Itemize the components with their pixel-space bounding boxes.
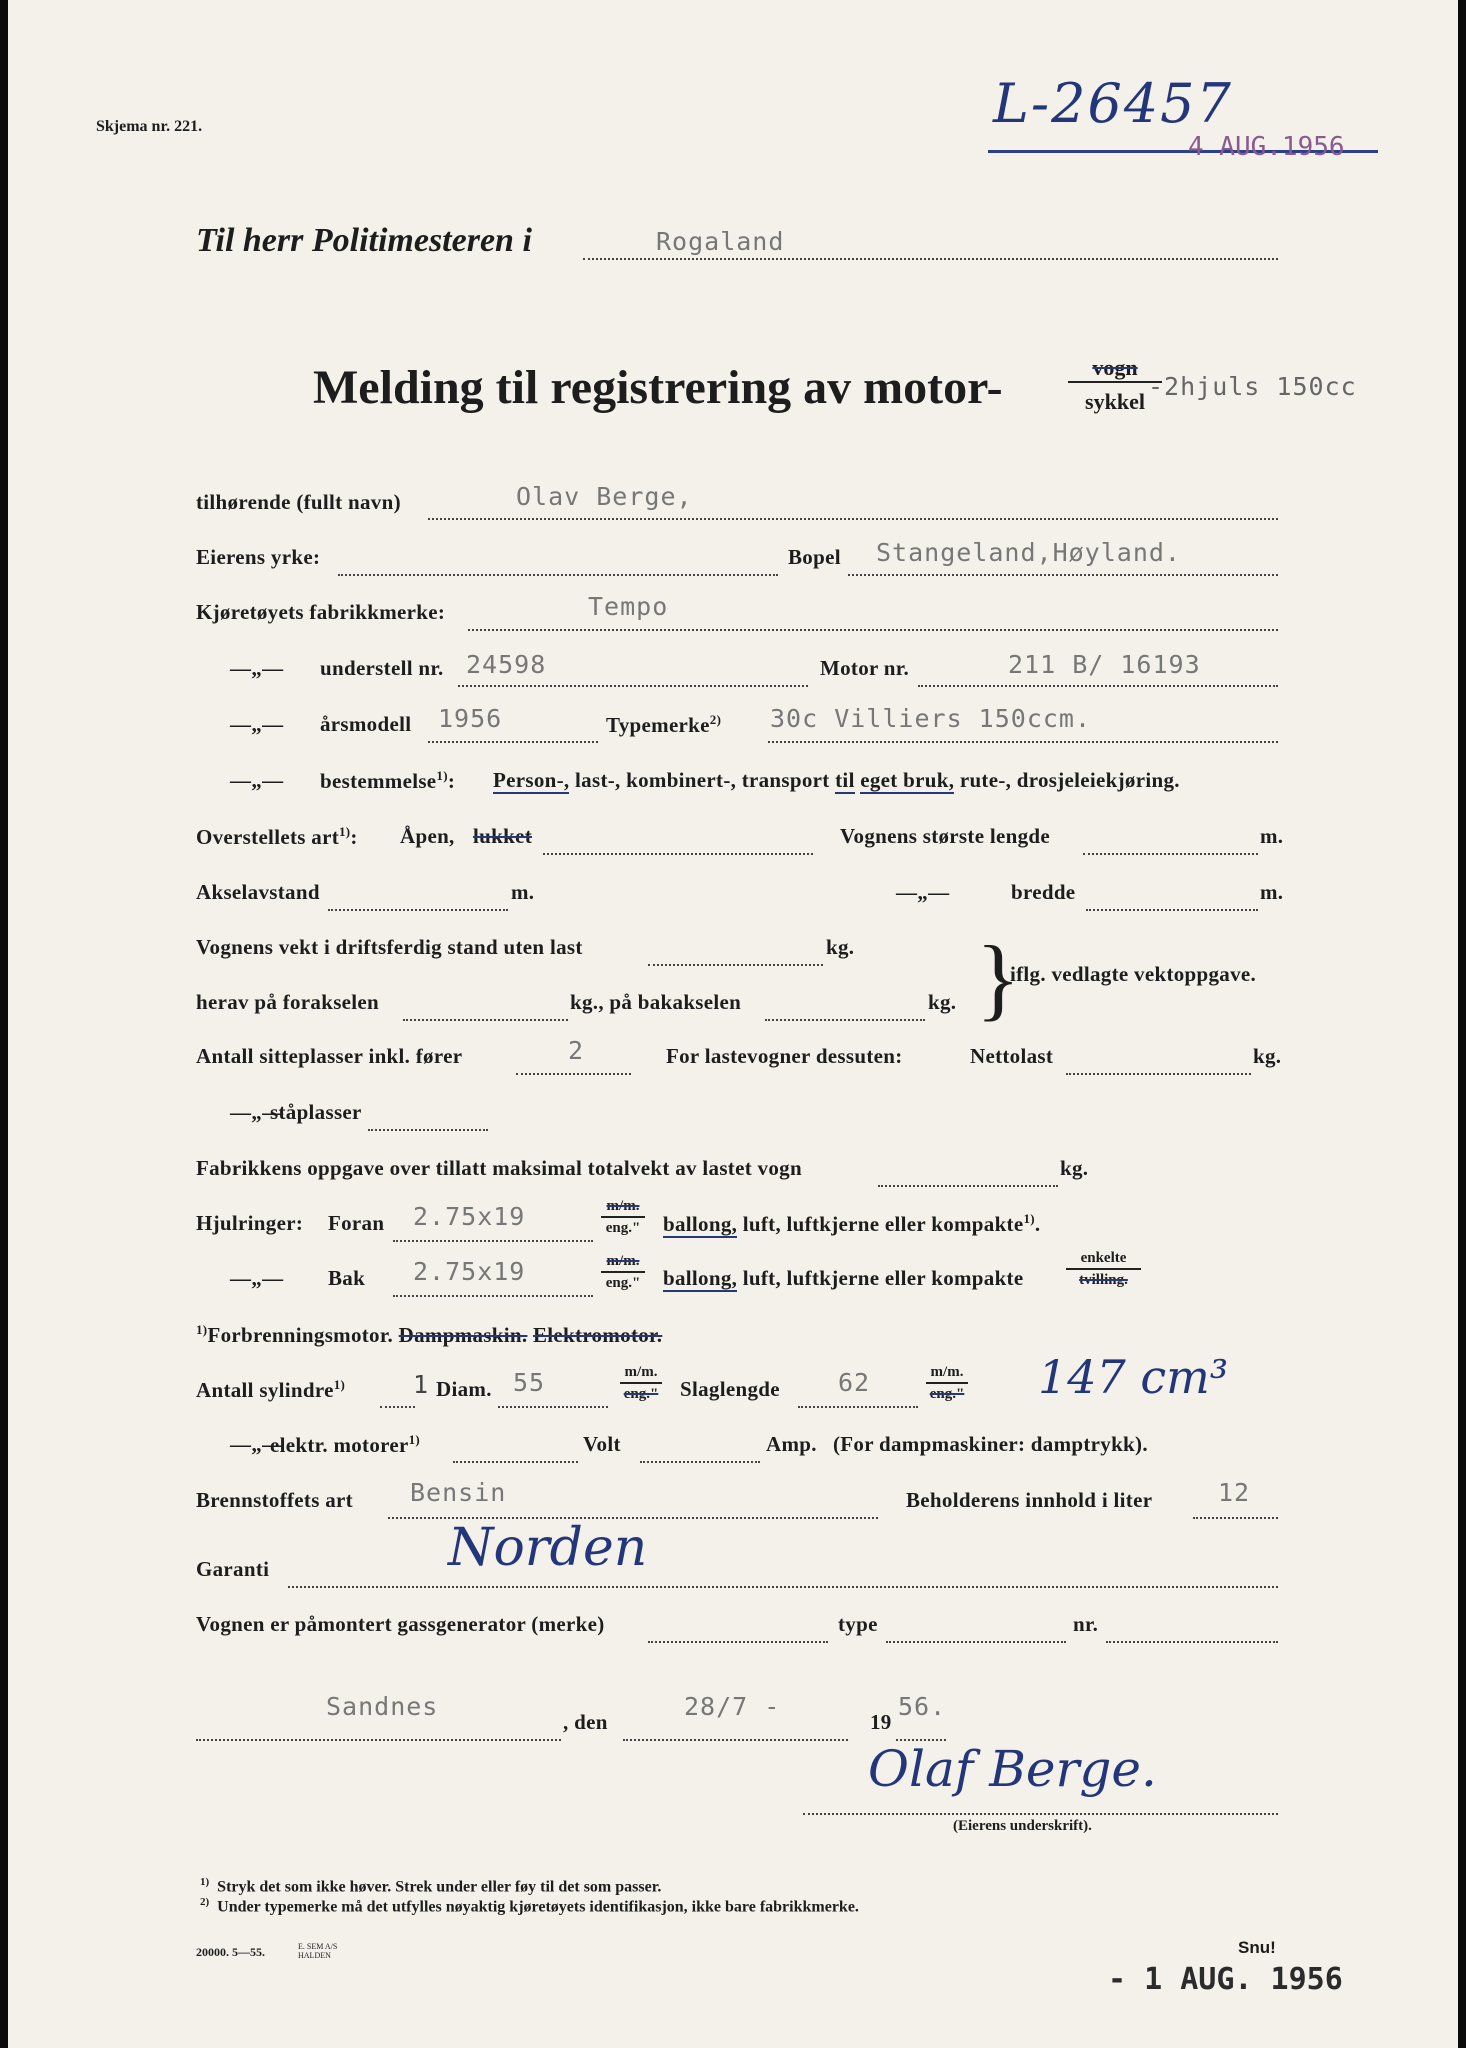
guarantee-line bbox=[288, 1560, 1278, 1588]
ditto-mark: —„— bbox=[230, 656, 284, 680]
cylinders-value: 1 bbox=[413, 1370, 430, 1399]
standing-label: ståplasser bbox=[270, 1100, 362, 1124]
footnote-1-text: Stryk det som ikke høver. Strek under eller føy til det som passer. bbox=[217, 1878, 662, 1896]
turn-over-note: Snu! bbox=[1238, 1938, 1276, 1957]
brace-symbol: } bbox=[976, 927, 1021, 1029]
type-value: 30c Villiers 150ccm. bbox=[770, 704, 1092, 733]
stroke-unit bbox=[926, 1362, 968, 1404]
front-axle-line bbox=[403, 993, 568, 1021]
date-value: 28/7 - bbox=[684, 1692, 781, 1721]
volt-label: Volt bbox=[583, 1432, 621, 1456]
cargo-label: For lastevogner dessuten: bbox=[666, 1044, 903, 1068]
owner-label: tilhørende (fullt navn) bbox=[196, 490, 401, 514]
electric-motors-label-text: elektr. motorer bbox=[270, 1433, 409, 1457]
gas-type-line bbox=[886, 1615, 1066, 1643]
tank-label: Beholderens innhold i liter bbox=[906, 1488, 1153, 1512]
body-closed: lukket bbox=[473, 824, 532, 848]
body-label-text: Overstellets art bbox=[196, 825, 339, 849]
purpose-person: Person-, bbox=[493, 768, 570, 792]
footnote-2-text: Under typemerke må det utfylles nøyaktig kjøretøyets identifikasjon, ikke bare fabrikkmerke. bbox=[217, 1898, 859, 1916]
chassis-label: understell nr. bbox=[320, 656, 444, 680]
rear-label: Bak bbox=[328, 1266, 366, 1290]
engine-kind-steam: Dampmaskin. bbox=[398, 1323, 528, 1347]
max-weight-line bbox=[878, 1159, 1058, 1187]
rear-tire-balloon: ballong, bbox=[663, 1266, 738, 1290]
title-fraction-top: vogn bbox=[1068, 355, 1162, 383]
stroke-unit-top: m/m. bbox=[926, 1362, 968, 1384]
year-label: årsmodell bbox=[320, 712, 412, 736]
purpose-route: rute-, drosjeleiekjøring. bbox=[959, 768, 1180, 792]
gas-nr-line bbox=[1106, 1615, 1278, 1643]
rear-tire-unit-bottom: eng." bbox=[605, 1275, 641, 1291]
footnote-2: $^{2)}$ Under typemerke må det utfylles nøyaktig kjøretøyets identifikasjon, ikke bare fabrikkmerke. bbox=[200, 1896, 859, 1916]
front-tire-other: luft, luftkjerne eller kompakte bbox=[742, 1212, 1024, 1236]
date-label: , den bbox=[563, 1710, 608, 1734]
front-label: Foran bbox=[328, 1211, 385, 1235]
diameter-unit-top: m/m. bbox=[620, 1362, 662, 1384]
ditto-mark: —„— bbox=[230, 1432, 284, 1456]
chassis-value: 24598 bbox=[466, 650, 547, 679]
electric-motors-label: elektr. motorer$^{1)}$ bbox=[270, 1432, 421, 1457]
front-tire-unit-top: m/m. bbox=[601, 1196, 645, 1218]
signature-label: (Eierens underskrift). bbox=[953, 1818, 1092, 1834]
rear-axle-line bbox=[765, 993, 925, 1021]
engine-kind: $^{1)}$Forbrenningsmotor. Dampmaskin. Elektromotor. bbox=[196, 1322, 663, 1347]
purpose-own-use: eget bruk, bbox=[860, 768, 955, 792]
purpose-til: til bbox=[835, 768, 855, 792]
printer-name: E. SEM A/S HALDEN bbox=[298, 1942, 338, 1960]
max-weight-unit: kg. bbox=[1060, 1156, 1089, 1180]
displacement-handwritten: 147 cm³ bbox=[1038, 1350, 1229, 1404]
make-value: Tempo bbox=[588, 592, 669, 621]
footnote-1: $^{1)}$ Stryk det som ikke høver. Strek under eller føy til det som passer. bbox=[200, 1876, 662, 1896]
stroke-unit-bottom: eng." bbox=[929, 1386, 965, 1402]
purpose-label-text: bestemmelse bbox=[320, 769, 437, 793]
volt-line bbox=[640, 1435, 760, 1463]
rear-tire-type bbox=[663, 1266, 1023, 1291]
rear-tire-unit bbox=[601, 1251, 645, 1293]
rear-axle-label: kg., på bakakselen bbox=[570, 990, 742, 1014]
standing-line bbox=[368, 1103, 488, 1131]
diameter-value: 55 bbox=[513, 1368, 546, 1397]
wheelbase-line bbox=[328, 883, 508, 911]
engine-kind-electric: Elektromotor. bbox=[532, 1323, 663, 1347]
net-load-unit: kg. bbox=[1253, 1044, 1282, 1068]
net-load-line bbox=[1066, 1047, 1251, 1075]
reference-number: L-26457 bbox=[993, 72, 1233, 135]
rear-tire-mount bbox=[1066, 1248, 1141, 1290]
title-typed-addition: -2hjuls 150cc bbox=[1148, 372, 1357, 401]
cylinders-label-text: Antall sylindre bbox=[196, 1378, 334, 1402]
gas-generator-label: Vognen er påmontert gassgenerator (merke) bbox=[196, 1612, 605, 1636]
front-tire-unit-bottom: eng." bbox=[605, 1220, 641, 1236]
gas-nr-label: nr. bbox=[1073, 1612, 1099, 1636]
make-label: Kjøretøyets fabrikkmerke: bbox=[196, 600, 446, 624]
front-tire-unit bbox=[601, 1196, 645, 1238]
signature-line bbox=[803, 1803, 1278, 1815]
occupation-label: Eierens yrke: bbox=[196, 545, 321, 569]
weight-label: Vognens vekt i driftsferdig stand uten last bbox=[196, 935, 583, 959]
receipt-stamp: 4 AUG.1956 bbox=[1188, 132, 1345, 162]
occupation-line bbox=[338, 548, 778, 576]
weight-line bbox=[648, 938, 823, 966]
body-line bbox=[543, 827, 813, 855]
fuel-label: Brennstoffets art bbox=[196, 1488, 353, 1512]
purpose-other: last-, kombinert-, transport bbox=[575, 768, 830, 792]
length-label: Vognens største lengde bbox=[840, 824, 1050, 848]
diameter-unit bbox=[620, 1362, 662, 1404]
residence-label: Bopel bbox=[788, 545, 841, 569]
front-tire-value: 2.75x19 bbox=[413, 1202, 526, 1231]
addressee-value: Rogaland bbox=[656, 227, 785, 256]
diameter-label: Diam. bbox=[436, 1377, 492, 1401]
title-fraction-bottom: sykkel bbox=[1085, 389, 1145, 414]
engine-number-label: Motor nr. bbox=[820, 656, 910, 680]
form-number: Skjema nr. 221. bbox=[96, 118, 203, 135]
engine-number-value: 211 B/ 16193 bbox=[1008, 650, 1201, 679]
wheelbase-label: Akselavstand bbox=[196, 880, 320, 904]
seats-value: 2 bbox=[568, 1036, 585, 1065]
year-prefix: 19 bbox=[870, 1710, 892, 1734]
weight-unit: kg. bbox=[826, 935, 855, 959]
guarantee-handwritten: Norden bbox=[448, 1518, 648, 1578]
ditto-mark: —„— bbox=[230, 1100, 284, 1124]
stroke-label: Slaglengde bbox=[680, 1377, 780, 1401]
form-sheet bbox=[8, 0, 1458, 2048]
seats-label: Antall sitteplasser inkl. fører bbox=[196, 1044, 463, 1068]
date-stamp-bottom: - 1 AUG. 1956 bbox=[1108, 1962, 1343, 1997]
type-label-text: Typemerke bbox=[606, 713, 710, 737]
width-line bbox=[1086, 883, 1258, 911]
width-label: bredde bbox=[1011, 880, 1076, 904]
rear-tire-other: luft, luftkjerne eller kompakte bbox=[742, 1266, 1024, 1290]
length-unit: m. bbox=[1260, 824, 1284, 848]
ditto-mark: —„— bbox=[230, 1266, 284, 1290]
rear-tire-unit-top: m/m. bbox=[601, 1251, 645, 1273]
ditto-mark: —„— bbox=[896, 880, 950, 904]
body-open: Åpen, bbox=[400, 824, 455, 848]
ditto-mark: —„— bbox=[230, 768, 284, 792]
front-axle-label: herav på forakselen bbox=[196, 990, 380, 1014]
steam-pressure-label: (For dampmaskiner: damptrykk). bbox=[833, 1432, 1148, 1456]
printer-code: 20000. 5—55. bbox=[196, 1945, 265, 1959]
tank-value: 12 bbox=[1218, 1478, 1251, 1507]
form-title: Melding til registrering av motor- bbox=[313, 361, 1003, 414]
net-load-label: Nettolast bbox=[970, 1044, 1054, 1068]
sign-year: 56. bbox=[898, 1692, 947, 1721]
gas-generator-line bbox=[648, 1615, 828, 1643]
cylinders-line bbox=[380, 1380, 415, 1408]
rear-tire-single: enkelte bbox=[1066, 1248, 1141, 1270]
tires-label: Hjulringer: bbox=[196, 1211, 304, 1235]
engine-kind-combustion: Forbrenningsmotor. bbox=[207, 1323, 394, 1347]
max-weight-label: Fabrikkens oppgave over tillatt maksimal totalvekt av lastet vogn bbox=[196, 1156, 802, 1180]
guarantee-label: Garanti bbox=[196, 1557, 270, 1581]
length-line bbox=[1083, 827, 1258, 855]
purpose-options bbox=[493, 768, 1180, 793]
owner-signature: Olaf Berge. bbox=[868, 1740, 1157, 1798]
fuel-value: Bensin bbox=[410, 1478, 507, 1507]
purpose-label: bestemmelse$^{1)}$: bbox=[320, 768, 456, 793]
amp-label: Amp. bbox=[766, 1432, 817, 1456]
year-value: 1956 bbox=[438, 704, 503, 733]
diameter-unit-bottom: eng." bbox=[623, 1386, 659, 1402]
owner-value: Olav Berge, bbox=[516, 482, 693, 511]
cylinders-label: Antall sylindre$^{1)}$ bbox=[196, 1377, 346, 1402]
addressee-label: Til herr Politimesteren i bbox=[196, 222, 532, 259]
electric-motors-line bbox=[453, 1435, 578, 1463]
residence-value: Stangeland,Høyland. bbox=[876, 538, 1181, 567]
front-tire-type: ballong, luft, luftkjerne eller kompakte$^{1)}$. bbox=[663, 1211, 1041, 1236]
place-value: Sandnes bbox=[326, 1692, 439, 1721]
stroke-value: 62 bbox=[838, 1368, 871, 1397]
type-label: Typemerke$^{2)}$ bbox=[606, 712, 722, 737]
weight-note: iflg. vedlagte vektoppgave. bbox=[1010, 962, 1257, 986]
wheelbase-unit: m. bbox=[511, 880, 535, 904]
body-label: Overstellets art$^{1)}$: bbox=[196, 824, 358, 849]
rear-tire-value: 2.75x19 bbox=[413, 1257, 526, 1286]
gas-type-label: type bbox=[838, 1612, 878, 1636]
front-tire-balloon: ballong, bbox=[663, 1212, 738, 1236]
ditto-mark: —„— bbox=[230, 712, 284, 736]
rear-axle-unit: kg. bbox=[928, 990, 957, 1014]
rear-tire-twin: tvilling. bbox=[1079, 1272, 1128, 1288]
width-unit: m. bbox=[1260, 880, 1284, 904]
